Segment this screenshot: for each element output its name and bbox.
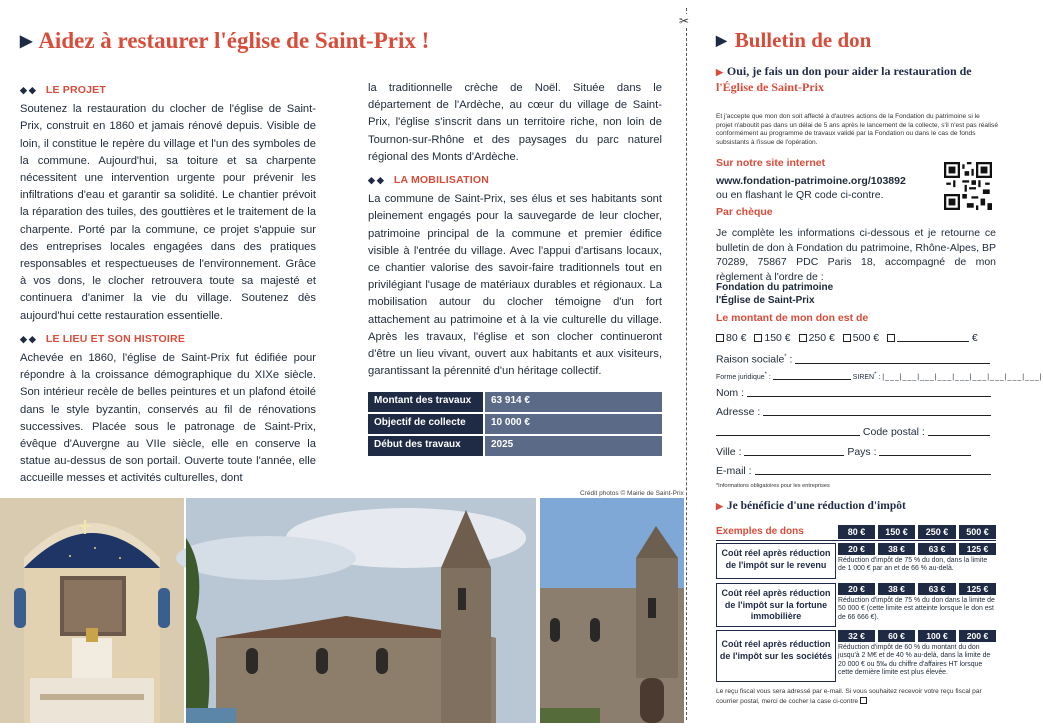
triangle-icon: ▶ [716, 501, 723, 511]
order-block: Fondation du patrimoine l'Église de Saint-Prix [716, 282, 834, 306]
triangle-icon: ▶ [716, 67, 723, 77]
row-text-fortune: Réduction d'impôt de 75 % du don dans la limite de 50 000 € (cette limite est atteinte lorsque le don est de 66 666 €). [838, 597, 995, 621]
ville-pays-field[interactable]: Ville : Pays : [716, 445, 998, 460]
cut-line [686, 8, 687, 720]
triangle-icon: ▶ [20, 33, 33, 50]
don-header: 500 € [959, 525, 996, 539]
postal-receipt-checkbox[interactable] [860, 697, 867, 704]
triangle-icon: ▶ [716, 34, 727, 49]
diamonds-icon: ◆◆ [368, 175, 386, 186]
page-title [20, 28, 429, 54]
site-block: Sur notre site internet www.fondation-patrimoine.org/103892 ou en flashant le QR code ci-contre. Par chèque [716, 156, 936, 219]
don-header: 150 € [878, 525, 915, 539]
projet-text: Soutenez la restauration du clocher de l'église de Saint-Prix, construit en 1860 et jamais rénové depuis. Visible de loin, il constitue le repère du village et l'un des symboles de la commune. Aujourd'hui, sa toiture et sa charpente nécessitent une intervention urgente pour prévenir les infiltrations d'eau et garantir sa solidité. Le chantier prévoit la réparation des tuiles, des gouttières et le traitement de la charpente. Porté par la commune, ce projet s'appuie sur des entreprises locales engagées dans des pratiques responsables et respectueuses de l'environnement. Grâce à vos dons, le clocher retrouvera toute sa majesté et continuera d'animer la vie du village. Soutenez dès aujourd'hui cette restauration essentielle. [20, 103, 316, 322]
amount-500-checkbox[interactable]: 500 € [843, 332, 879, 344]
lieu-text-cont: la traditionnelle crèche de Noël. Située dans le département de l'Ardèche, au cœur du village de Saint-Prix, l'église s'inscrit dans un territoire riche, non loin de Tournon-sur-Rhône et des paysages du parc naturel régional des Monts d'Ardèche. [368, 82, 662, 163]
section-heading-mobilisation: ◆◆ LA MOBILISATION [368, 174, 490, 187]
legal-text: Et j'accepte que mon don soit affecté à d'autres actions de la Fondation du patrimoine si le projet n'aboutit pas dans un délai de 5 ans après le lancement de la collecte, s'il n'est pas réalisé conformément au programme de travaux validé par la Fondation ou dans le cas de fonds subsistants à l'issue de l'opération. [716, 113, 998, 146]
nom-field[interactable]: Nom : [716, 386, 998, 401]
church-interior-photo [0, 498, 184, 723]
exemples-label: Exemples de dons [716, 526, 804, 537]
qr-code-icon[interactable] [944, 162, 992, 210]
row-label-societes: Coût réel après réduction de l'impôt sur les sociétés [716, 630, 836, 682]
mobilisation-text: La commune de Saint-Prix, ses élus et ses habitants sont pleinement engagés pour la sauvegarde de leur clocher, patrimoine principal de la commune et premier édifice visible à l'entrée du village. Avec l'appui d'artisans locaux, ce chantier valorise des savoir-faire traditionnels tout en privilégiant l'usage de matériaux durables et régionaux. La mobilisation autour du clocher témoigne d'un fort attachement au patrimoine et à la vie culturelle du village. Après les travaux, l'église et son clocher continueront d'être un lieu vivant, ouvert aux habitants et aux visiteurs, garantissant la pérennité d'un héritage collectif. [368, 193, 662, 378]
row-label-fortune: Coût réel après réduction de l'impôt sur la fortune immobilière [716, 583, 836, 627]
photo-credit: Crédit photos © Mairie de Saint-Prix [580, 490, 684, 497]
don-header: 250 € [918, 525, 956, 539]
bulletin-title: ▶ Bulletin de don [716, 28, 872, 52]
diamonds-icon: ◆◆ [20, 333, 38, 344]
church-exterior-photo-2 [540, 498, 684, 723]
amount-250-checkbox[interactable]: 250 € [799, 332, 835, 344]
row-text-societes: Réduction d'impôt de 60 % du montant du don jusqu'à 2 M€ et de 40 % au-delà, dans la limite de 20 000 € ou 5‰ du chiffre d'affaires HT lorsque cette dernière limite est plus élevée. [838, 644, 991, 677]
don-header: 80 € [838, 525, 875, 539]
raison-field[interactable]: Raison sociale* : [716, 350, 998, 367]
montant-heading: Le montant de mon don est de [716, 312, 869, 324]
oblig-note: *Informations obligatoires pour les entreprises [716, 483, 830, 489]
column-1 [20, 80, 316, 488]
row-text-revenu: Réduction d'impôt de 75 % du don, dans la limite de 1 000 € par an et de 66 % au-delà. [838, 557, 988, 573]
scissors-icon: ✂ [679, 14, 690, 28]
row-label-revenu: Coût réel après réduction de l'impôt sur le revenu [716, 543, 836, 579]
fact-row: Objectif de collecte 10 000 € [368, 414, 662, 434]
title-text: Aidez à restaurer l'église de Saint-Prix ! [38, 28, 430, 53]
site-url[interactable]: www.fondation-patrimoine.org/103892 [716, 174, 906, 187]
section-heading-projet: ◆◆ LE PROJET [20, 84, 106, 96]
fact-row: Début des travaux 2025 [368, 436, 662, 456]
lieu-text: Achevée en 1860, l'église de Saint-Prix fut édifiée pour répondre à la croissance démographique du XIXe siècle. Son intérieur recèle de belles peintures et un plafond étoilé dans le style byzantin, conservés au fil de rénovations successives. Placée sous le patronage de Saint-Prix, évêque d'Auvergne au VIIe siècle, elle en conserve la statue au-dessus de son portail. Ouverte toute l'année, elle accueille messes et activités culturelles, dont [20, 352, 316, 485]
amount-150-checkbox[interactable]: 150 € [754, 332, 790, 344]
church-exterior-photo-1 [186, 498, 536, 723]
siren-field[interactable]: |___|___|___|___|___|___|___|___|___| [882, 374, 1043, 381]
diamonds-icon: ◆◆ [20, 85, 38, 95]
cheque-text: Je complète les informations ci-dessous et je retourne ce bulletin de don à Fondation du patrimoine, Rhône-Alpes, BP 70289, 75867 PDC Paris 18, accompagné de mon règlement à l'ordre de : [716, 227, 996, 283]
amount-other-checkbox[interactable]: € [887, 332, 978, 344]
forme-field[interactable] [773, 370, 851, 380]
email-field[interactable]: E-mail : [716, 464, 998, 479]
reduction-heading: ▶ Je bénéficie d'une réduction d'impôt [716, 500, 906, 512]
amount-options [716, 331, 998, 346]
fact-row: Montant des travaux 63 914 € [368, 392, 662, 412]
forme-siren-row: Forme juridique* : SIREN* : |___|___|___|___|___|___|___|___|___| [716, 371, 1043, 381]
column-2 [368, 80, 662, 380]
amount-other-field[interactable] [897, 332, 969, 342]
amount-80-checkbox[interactable]: 80 € [716, 332, 746, 344]
code-postal-field[interactable]: Code postal : [716, 425, 998, 440]
adresse-field[interactable]: Adresse : [716, 405, 998, 420]
footer-note: Le reçu fiscal vous sera adressé par e-mail. Si vous souhaitez recevoir votre reçu fiscal par courrier postal, merci de cocher la case ci-contre [716, 688, 982, 705]
oui-line: ▶ Oui, je fais un don pour aider la restauration de l'Église de Saint-Prix [716, 64, 972, 94]
section-heading-lieu: ◆◆ LE LIEU ET SON HISTOIRE [20, 332, 186, 345]
